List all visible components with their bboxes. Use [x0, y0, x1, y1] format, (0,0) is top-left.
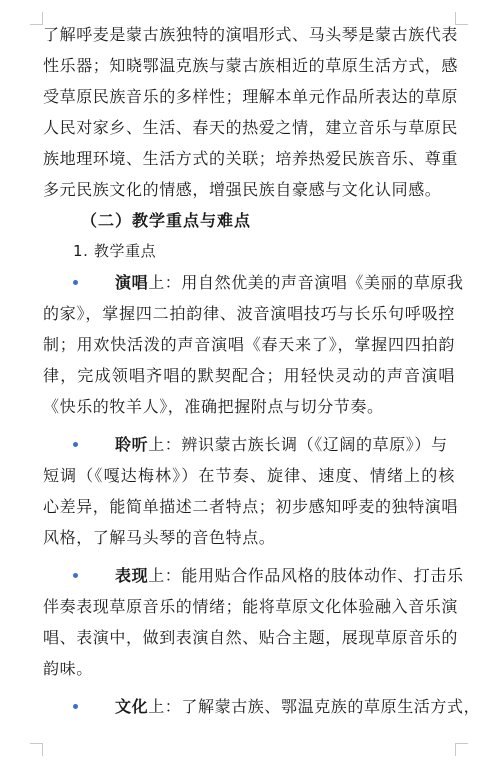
bullet-icon [73, 704, 78, 709]
list-item [43, 560, 464, 591]
bullet-icon [73, 442, 78, 447]
item-line: 律，完成领唱齐唱的默契配合；用轻快灵动的声音演唱 [43, 366, 455, 385]
item-line: 心差异，能简单描述二者特点；初步感知呼麦的独特演唱 [43, 497, 459, 516]
item-line: 唱、表演中，做到表演自然、贴合主题，展现草原音乐的 [43, 628, 459, 647]
item-text: 上：了解蒙古族、鄂温克族的草原生活方式， [148, 697, 481, 716]
intro-line: 多元民族文化的情感，增强民族自豪感与文化认同感。 [43, 180, 442, 199]
item-line: 风格，了解马头琴的音色特点。 [43, 528, 276, 547]
intro-line: 性乐器；知晓鄂温克族与蒙古族相近的草原生活方式，感 [43, 56, 459, 75]
item-text: 上：能用贴合作品风格的肢体动作、打击乐 [148, 566, 464, 585]
item-text: 上：用自然优美的声音演唱《美丽的草原我 [148, 273, 464, 292]
intro-line: 受草原民族音乐的多样性；理解本单元作品所表达的草原 [43, 87, 459, 106]
item-term: 演唱 [115, 273, 149, 292]
item-term: 聆听 [115, 435, 149, 454]
item-text: 上：辨识蒙古族长调（《辽阔的草原》）与 [148, 435, 448, 454]
list-item [43, 691, 481, 722]
intro-line: 人民对家乡、生活、春天的热爱之情，建立音乐与草原民 [43, 118, 459, 137]
item-line: 伴奏表现草原音乐的情绪；能将草原文化体验融入音乐演 [43, 597, 459, 616]
crop-mark-top-right [455, 12, 468, 25]
item-line: 韵味。 [43, 659, 93, 678]
intro-line: 了解呼麦是蒙古族独特的演唱形式、马头琴是蒙古族代表 [43, 25, 459, 44]
item-line: 的家》，掌握四二拍韵律、波音演唱技巧与长乐句呼吸控 [43, 304, 455, 323]
crop-mark-bottom-right [455, 743, 468, 756]
item-term: 表现 [115, 566, 149, 585]
item-line: 短调（《嘎达梅林》）在节奏、旋律、速度、情绪上的核 [43, 466, 455, 485]
section-heading: （二）教学重点与难点 [81, 211, 252, 230]
item-line: 制；用欢快活泼的声音演唱《春天来了》，掌握四四拍韵 [43, 335, 455, 354]
list-item [43, 267, 464, 298]
item-line: 《快乐的牧羊人》，准确把握附点与切分节奏。 [43, 397, 384, 416]
crop-mark-bottom-left [30, 743, 43, 756]
crop-mark-top-left [30, 12, 43, 25]
bullet-icon [73, 280, 78, 285]
intro-line: 族地理环境、生活方式的关联；培养热爱民族音乐、尊重 [43, 149, 459, 168]
subheading: 1. 教学重点 [73, 242, 157, 260]
item-term: 文化 [115, 697, 149, 716]
list-item [43, 429, 455, 460]
document-body[interactable] [43, 19, 481, 722]
bullet-icon [73, 573, 78, 578]
